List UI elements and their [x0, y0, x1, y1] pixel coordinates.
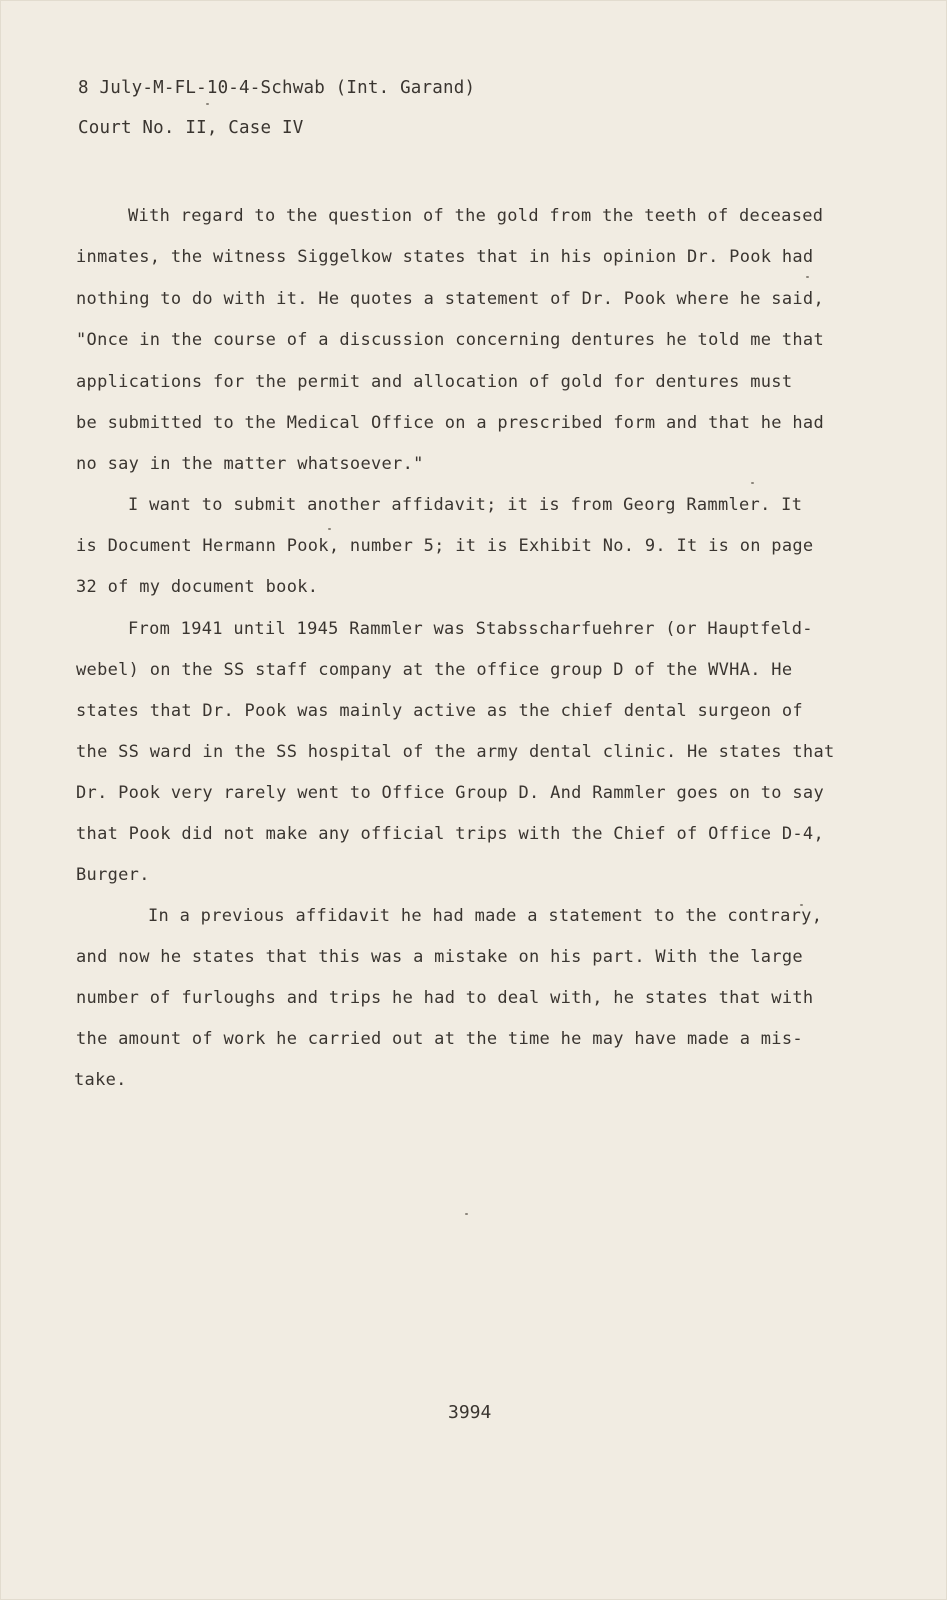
body-line-20: number of furloughs and trips he had to deal with, he states that with — [76, 988, 814, 1008]
body-line-7: no say in the matter whatsoever." — [76, 454, 424, 474]
scan-speck — [206, 103, 209, 105]
body-line-21: the amount of work he carried out at the time he may have made a mis- — [76, 1029, 803, 1049]
body-line-3: nothing to do with it. He quotes a statement of Dr. Pook where he said, — [76, 289, 824, 309]
body-line-13: states that Dr. Pook was mainly active as the chief dental surgeon of — [76, 701, 803, 721]
body-line-22: take. — [74, 1070, 127, 1090]
body-line-14: the SS ward in the SS hospital of the army dental clinic. He states that — [76, 742, 835, 762]
body-line-9: is Document Hermann Pook, number 5; it is Exhibit No. 9. It is on page — [76, 536, 814, 556]
body-line-12: webel) on the SS staff company at the office group D of the WVHA. He — [76, 660, 793, 680]
body-line-4: "Once in the course of a discussion concerning dentures he told me that — [76, 330, 824, 350]
body-line-10: 32 of my document book. — [76, 577, 319, 597]
body-line-15: Dr. Pook very rarely went to Office Group D. And Rammler goes on to say — [76, 783, 824, 803]
scan-speck — [328, 528, 331, 530]
scan-speck — [806, 276, 809, 278]
header-line-1: 8 July-M-FL-10-4-Schwab (Int. Garand) — [78, 78, 476, 98]
body-line-1: With regard to the question of the gold from the teeth of deceased — [128, 206, 824, 226]
body-line-8: I want to submit another affidavit; it is from Georg Rammler. It — [128, 495, 803, 515]
body-line-2: inmates, the witness Siggelkow states that in his opinion Dr. Pook had — [76, 247, 814, 267]
page-number: 3994 — [448, 1402, 492, 1423]
scan-speck — [800, 904, 803, 906]
body-line-6: be submitted to the Medical Office on a prescribed form and that he had — [76, 413, 824, 433]
body-line-18: In a previous affidavit he had made a statement to the contrary, — [148, 906, 823, 926]
scan-speck — [751, 482, 754, 484]
body-line-11: From 1941 until 1945 Rammler was Stabsscharfuehrer (or Hauptfeld- — [128, 619, 813, 639]
header-line-2: Court No. II, Case IV — [78, 118, 304, 138]
body-line-16: that Pook did not make any official trips with the Chief of Office D-4, — [76, 824, 824, 844]
body-line-17: Burger. — [76, 865, 150, 885]
scan-speck — [465, 1213, 468, 1215]
body-line-19: and now he states that this was a mistake on his part. With the large — [76, 947, 803, 967]
body-line-5: applications for the permit and allocation of gold for dentures must — [76, 372, 793, 392]
